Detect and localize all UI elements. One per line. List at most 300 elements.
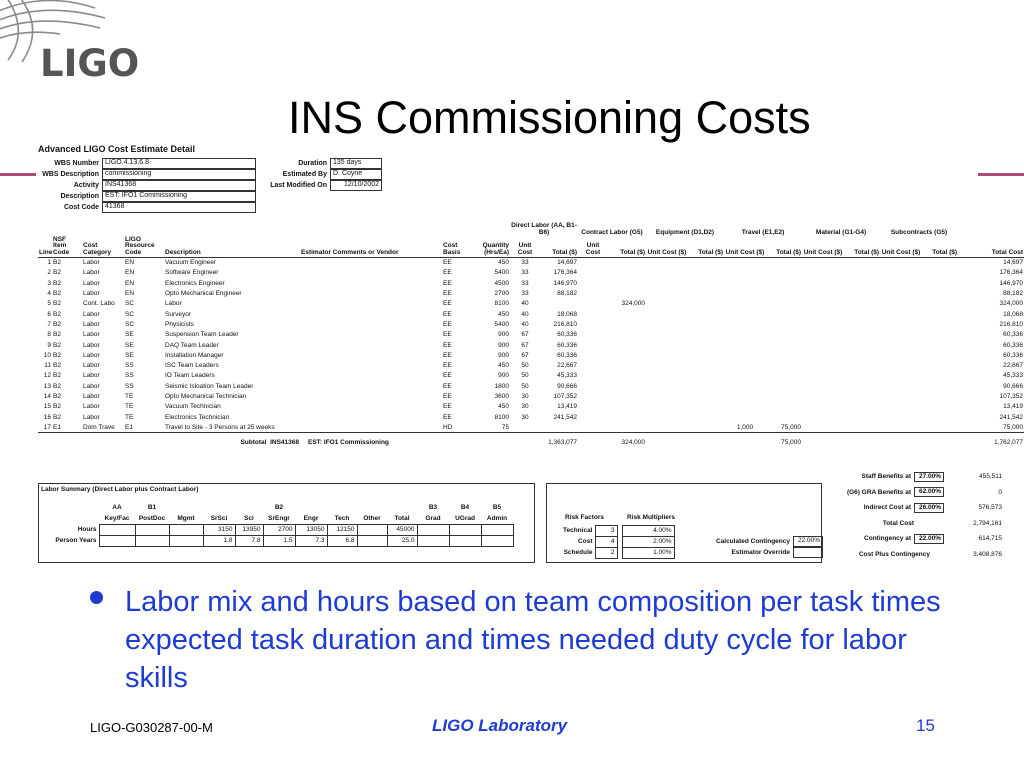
cell-empty xyxy=(688,299,724,309)
cell-empty xyxy=(880,319,922,329)
cell-desc: Seismic Isloation Team Leader xyxy=(165,382,254,390)
cell-desc: Travel to Site - 3 Persons at 25 weeks xyxy=(165,423,275,431)
cell-total: 241,542 xyxy=(999,413,1024,421)
cell-res: TE xyxy=(125,393,134,400)
ls-cell: 2700 xyxy=(263,524,295,535)
ls-cell xyxy=(417,535,449,546)
cell-total: 107,352 xyxy=(999,393,1024,400)
col-nsf: NSF Item Code xyxy=(52,237,82,258)
cell-tr-total xyxy=(766,361,802,371)
cell-empty xyxy=(844,350,880,360)
cell-desc: ISC Team Leaders xyxy=(165,362,219,370)
cell-basis: EE xyxy=(443,300,452,308)
ls-cell xyxy=(135,535,169,546)
group-b3: B3 xyxy=(428,503,438,511)
cell-empty xyxy=(646,299,688,309)
cell-empty xyxy=(300,330,442,340)
cell-tr-total xyxy=(766,268,802,278)
ls-cell: 12150 xyxy=(327,524,357,535)
cell-dl-unit: 40 xyxy=(521,320,529,328)
cell-dl-unit: 33 xyxy=(521,269,529,277)
sheet-title: Advanced LIGO Cost Estimate Detail xyxy=(38,144,196,154)
ls-col: Total xyxy=(394,514,410,522)
cell-empty xyxy=(922,330,958,340)
cs-value: 0 xyxy=(998,488,1002,496)
cell-line: 10 xyxy=(43,351,51,359)
cell-cl-total xyxy=(608,391,646,401)
cell-desc: Electronics Engineer xyxy=(165,279,225,287)
cell-dl-total: 216,810 xyxy=(553,320,577,328)
calc-contingency-label: Calculated Contingency xyxy=(715,537,790,545)
cell-cat: Labor xyxy=(83,320,100,328)
risk-factor: 3 xyxy=(595,526,617,537)
risk-mult: 2.00% xyxy=(622,537,674,548)
cell-empty xyxy=(880,278,922,288)
table-row xyxy=(38,391,1024,401)
ls-cell: 3150 xyxy=(203,524,235,535)
cell-line: 5 xyxy=(47,300,51,308)
cell-line: 16 xyxy=(43,413,51,421)
cell-res: SE xyxy=(125,341,134,349)
cell-empty xyxy=(802,330,844,340)
cell-desc: Electronics Technician xyxy=(165,413,230,421)
cell-nsf: B2 xyxy=(53,279,61,287)
cell-total: 13,419 xyxy=(1003,403,1024,411)
cell-cat: Labor xyxy=(83,372,100,380)
cell-tr-unit xyxy=(724,402,766,412)
cell-total: 176,364 xyxy=(999,269,1024,277)
cell-tr-total xyxy=(766,309,802,319)
cell-empty xyxy=(880,402,922,412)
cell-dl-unit: 40 xyxy=(521,300,529,308)
cell-empty xyxy=(578,278,608,288)
cell-empty xyxy=(880,371,922,381)
cell-empty xyxy=(880,330,922,340)
cell-line: 2 xyxy=(47,269,51,277)
cell-empty xyxy=(688,330,724,340)
cs-pct: 22.00% xyxy=(914,534,944,544)
cell-res: EN xyxy=(125,259,135,267)
cell-empty xyxy=(802,288,844,298)
ls-cell xyxy=(135,524,169,535)
cost-estimate-sheet xyxy=(38,143,1024,565)
cell-empty xyxy=(578,258,608,268)
cell-desc: Software Engineer xyxy=(165,269,219,277)
ls-cell xyxy=(449,524,481,535)
cell-empty xyxy=(578,391,608,401)
cell-empty xyxy=(802,412,844,422)
ls-cell: 13050 xyxy=(295,524,327,535)
cell-empty xyxy=(688,268,724,278)
cell-tr-unit xyxy=(724,258,766,268)
cell-empty xyxy=(922,278,958,288)
cell-empty xyxy=(844,381,880,391)
table-row xyxy=(38,402,1024,412)
ls-cell: 7.3 xyxy=(295,535,327,546)
duration-label: Last Modified On xyxy=(270,181,327,189)
risk-row xyxy=(551,548,674,559)
cost-rows xyxy=(38,258,1024,433)
table-row xyxy=(38,381,1024,391)
cell-desc: DAQ Team Leader xyxy=(165,341,219,349)
subtotal-tr: 75,000 xyxy=(766,433,802,453)
cell-nsf: B2 xyxy=(53,372,61,380)
cell-empty xyxy=(880,299,922,309)
cell-basis: EE xyxy=(443,372,452,380)
cell-empty xyxy=(300,361,442,371)
cell-dl-total: 13,419 xyxy=(557,403,577,411)
cell-tr-unit xyxy=(724,268,766,278)
cell-desc: IO Team Leaders xyxy=(165,372,215,380)
wbs-info xyxy=(38,158,256,214)
cell-dl-unit: 30 xyxy=(521,403,529,411)
ls-col: SrSci xyxy=(210,514,228,522)
ls-cell xyxy=(99,535,135,546)
cell-dl-unit: 50 xyxy=(521,372,529,380)
cell-cl-total xyxy=(608,309,646,319)
cell-empty xyxy=(844,340,880,350)
cell-line: 6 xyxy=(47,310,51,318)
equipment-header: Equipment (D1,D2) xyxy=(655,228,715,236)
cell-dl-total: 88,182 xyxy=(557,290,577,298)
col-tr-total: Total ($) xyxy=(766,237,802,258)
cell-basis: EE xyxy=(443,351,452,359)
risk-factors-label: Risk Factors xyxy=(565,514,605,521)
cell-tr-unit: 1,000 xyxy=(736,423,754,431)
cell-dl-total: 60,336 xyxy=(557,351,577,359)
risk-label: Schedule xyxy=(563,549,593,557)
cell-empty xyxy=(844,319,880,329)
col-cl-total: Total ($) xyxy=(608,237,646,258)
cell-res: SS xyxy=(125,372,134,380)
col-quantity: Quantity (Hrs/Ea) xyxy=(470,237,510,258)
cell-desc: Opto Mechanical Technician xyxy=(165,393,247,400)
cell-dl-unit: 33 xyxy=(521,279,529,287)
cell-cl-total xyxy=(608,350,646,360)
risk-table xyxy=(551,525,675,559)
cell-desc: Opto Mechanical Engineer xyxy=(165,290,242,298)
cell-tr-unit xyxy=(724,319,766,329)
cell-empty xyxy=(802,340,844,350)
cell-empty xyxy=(578,309,608,319)
cell-dl-total: 176,364 xyxy=(553,269,577,277)
labor-summary-title: Labor Summary (Direct Labor plus Contract Labor) xyxy=(41,486,199,493)
cell-tr-unit xyxy=(724,288,766,298)
cell-empty xyxy=(688,309,724,319)
cell-line: 17 xyxy=(43,423,51,431)
cell-empty xyxy=(844,391,880,401)
cell-basis: EE xyxy=(443,341,452,349)
cell-empty xyxy=(646,391,688,401)
group-b5: B5 xyxy=(492,503,502,511)
cell-desc: Labor xyxy=(165,300,182,308)
cell-cl-total xyxy=(608,278,646,288)
ls-col: Tech xyxy=(334,514,350,522)
cell-empty xyxy=(646,258,688,268)
wbs-label: Description xyxy=(60,192,99,200)
years-label: Person Years xyxy=(55,536,97,544)
cell-dl-unit: 67 xyxy=(521,341,529,349)
cell-cl-total xyxy=(608,258,646,268)
cell-qty: 3600 xyxy=(494,393,509,400)
cell-empty xyxy=(844,288,880,298)
cell-tr-total xyxy=(766,288,802,298)
cell-empty xyxy=(802,278,844,288)
risk-multipliers-label: Risk Multipliers xyxy=(627,514,676,521)
cell-dl-total xyxy=(540,299,578,309)
ligo-logo xyxy=(0,0,170,90)
ls-cell xyxy=(417,524,449,535)
cell-dl-unit: 30 xyxy=(521,413,529,421)
ls-cell: 45000 xyxy=(387,524,417,535)
footer-doc-id: LIGO-G030287-00-M xyxy=(90,720,213,735)
cell-cl-total xyxy=(608,361,646,371)
cell-tr-total xyxy=(766,350,802,360)
duration-label: Duration xyxy=(298,159,327,167)
cell-tr-total xyxy=(766,258,802,268)
cell-empty xyxy=(646,350,688,360)
cell-dl-total: 22,667 xyxy=(557,362,577,370)
cell-basis: EE xyxy=(443,259,452,267)
cell-empty xyxy=(646,361,688,371)
cell-empty xyxy=(844,402,880,412)
table-row xyxy=(38,278,1024,288)
cell-empty xyxy=(300,319,442,329)
cell-empty xyxy=(688,319,724,329)
cell-tr-unit xyxy=(724,330,766,340)
table-row xyxy=(38,340,1024,350)
cell-empty xyxy=(646,340,688,350)
cell-tr-unit xyxy=(724,371,766,381)
cell-empty xyxy=(922,391,958,401)
ls-cell: 6.8 xyxy=(327,535,357,546)
cell-empty xyxy=(802,402,844,412)
direct-labor-header: Direct Labor (AA, B1-B6) xyxy=(511,222,577,236)
cell-empty xyxy=(922,412,958,422)
cell-empty xyxy=(300,258,442,268)
col-sub-total: Total ($) xyxy=(922,237,958,258)
ls-col: Engr xyxy=(303,514,319,522)
table-row xyxy=(38,371,1024,381)
col-mat-total: Total ($) xyxy=(844,237,880,258)
cell-nsf: B2 xyxy=(53,382,61,390)
cell-dl-total: 45,333 xyxy=(557,372,577,380)
cell-empty xyxy=(578,268,608,278)
subtotal-cl: 324,000 xyxy=(608,433,646,453)
cell-empty xyxy=(880,350,922,360)
col-eq-total: Total ($) xyxy=(688,237,724,258)
duration-value: 135 days xyxy=(330,158,382,169)
cell-empty xyxy=(578,288,608,298)
cell-basis: HD xyxy=(443,423,453,431)
duration-value: 12/10/2002 xyxy=(330,180,382,191)
cell-cl-total xyxy=(608,422,646,432)
table-row xyxy=(38,309,1024,319)
cell-empty xyxy=(844,258,880,268)
cell-empty xyxy=(922,319,958,329)
cs-pct: 27.00% xyxy=(914,472,944,482)
cell-empty xyxy=(646,381,688,391)
cell-empty xyxy=(922,268,958,278)
cell-nsf: B2 xyxy=(53,331,61,339)
cs-label: Contingency at xyxy=(864,535,911,543)
cell-empty xyxy=(578,422,608,432)
cell-total: 60,336 xyxy=(1003,341,1024,349)
col-comments: Estimator Comments or Vendor xyxy=(300,237,442,258)
ls-cell xyxy=(357,524,387,535)
table-row xyxy=(38,268,1024,278)
slide-title: INS Commissioning Costs xyxy=(288,92,811,143)
cell-empty xyxy=(646,402,688,412)
cell-cl-total xyxy=(608,402,646,412)
cell-total: 22,667 xyxy=(1003,362,1024,370)
cell-empty xyxy=(300,381,442,391)
cs-value: 614,715 xyxy=(978,535,1002,543)
cell-dl-total: 14,697 xyxy=(557,259,577,267)
group-b4: B4 xyxy=(460,503,470,511)
cell-res: SS xyxy=(125,362,134,370)
cell-tr-total xyxy=(766,381,802,391)
cell-tr-total xyxy=(766,278,802,288)
cell-dl-unit: 50 xyxy=(521,362,529,370)
cell-tr-total xyxy=(766,299,802,309)
cell-empty xyxy=(880,340,922,350)
cell-nsf: B2 xyxy=(53,403,61,411)
cell-line: 11 xyxy=(44,362,51,370)
cell-tr-total xyxy=(766,391,802,401)
cell-qty: 2700 xyxy=(494,290,509,298)
labor-hours-row xyxy=(41,524,513,535)
cell-basis: EE xyxy=(443,290,452,298)
ls-cell xyxy=(449,535,481,546)
duration-row xyxy=(270,169,382,180)
cell-empty xyxy=(688,402,724,412)
risk-factor: 4 xyxy=(595,537,617,548)
cell-qty: 5400 xyxy=(494,320,509,328)
cell-total: 14,697 xyxy=(1003,259,1024,267)
cell-empty xyxy=(688,278,724,288)
cell-empty xyxy=(688,371,724,381)
cell-qty: 5400 xyxy=(494,269,509,277)
wbs-label: WBS Number xyxy=(54,159,99,167)
wbs-value: EST: IFO1 Commissioning xyxy=(102,191,256,202)
cell-dl-unit xyxy=(510,422,540,432)
cell-empty xyxy=(844,299,880,309)
subtotal-row xyxy=(38,433,1024,453)
calc-contingency-value: 22.00% xyxy=(793,536,823,547)
cell-empty xyxy=(646,268,688,278)
cell-res: E1 xyxy=(125,423,133,431)
cell-empty xyxy=(922,371,958,381)
duration-value: D. Coyne xyxy=(330,169,382,180)
cell-empty xyxy=(688,412,724,422)
cell-empty xyxy=(578,371,608,381)
cell-empty xyxy=(578,319,608,329)
cell-empty xyxy=(922,402,958,412)
wbs-row xyxy=(38,169,256,180)
cell-res: TE xyxy=(125,413,134,421)
wbs-row xyxy=(38,191,256,202)
cell-empty xyxy=(578,340,608,350)
wbs-label: Activity xyxy=(73,181,99,189)
col-line: Line xyxy=(38,237,52,258)
cell-total: 88,182 xyxy=(1003,290,1024,298)
contract-labor-header: Contract Labor (G5) xyxy=(581,228,643,236)
duration-row xyxy=(270,158,382,169)
col-ligo-resource: LIGO Resource Code xyxy=(124,237,164,258)
cell-empty xyxy=(688,288,724,298)
cell-dl-total: 90,666 xyxy=(557,382,577,390)
cs-value: 2,794,161 xyxy=(973,519,1002,527)
subtotal-activity: INS41368 xyxy=(270,439,299,447)
cell-empty xyxy=(646,288,688,298)
group-b1: B1 xyxy=(147,503,157,511)
cell-dl-total: 60,336 xyxy=(557,341,577,349)
cell-line: 13 xyxy=(43,382,51,390)
cell-dl-unit: 40 xyxy=(521,310,529,318)
calculated-contingency xyxy=(697,536,823,547)
cell-tr-unit xyxy=(724,381,766,391)
cell-line: 12 xyxy=(43,372,51,380)
cell-empty xyxy=(578,412,608,422)
cell-qty: 450 xyxy=(498,362,509,370)
cell-dl-total: 60,336 xyxy=(557,331,577,339)
cell-empty xyxy=(578,402,608,412)
cell-empty xyxy=(922,361,958,371)
cell-empty xyxy=(922,340,958,350)
cell-nsf: E1 xyxy=(53,423,61,431)
cell-cat: Labor xyxy=(83,341,100,349)
group-header-row xyxy=(38,223,1024,237)
cell-basis: EE xyxy=(443,403,452,411)
cell-empty xyxy=(880,361,922,371)
cell-dl-total: 107,352 xyxy=(553,393,577,400)
cell-basis: EE xyxy=(443,331,452,339)
cell-empty xyxy=(578,330,608,340)
cell-dl-unit: 67 xyxy=(521,331,529,339)
travel-header: Travel (E1,E2) xyxy=(741,228,785,236)
cell-empty xyxy=(844,330,880,340)
cell-qty: 8100 xyxy=(494,413,509,421)
cell-tr-total xyxy=(766,319,802,329)
cs-pct: 62.00% xyxy=(914,487,944,497)
cell-line: 4 xyxy=(47,290,51,298)
cell-basis: EE xyxy=(443,310,452,318)
footer-page-number: 15 xyxy=(916,716,935,735)
cell-empty xyxy=(880,381,922,391)
cell-empty xyxy=(802,319,844,329)
cell-cat: Labor xyxy=(83,403,100,411)
cell-dl-total: 146,970 xyxy=(553,279,577,287)
cell-empty xyxy=(922,258,958,268)
cell-empty xyxy=(922,422,958,432)
ls-cell xyxy=(169,535,203,546)
cell-cat: Dom Trave xyxy=(83,423,115,431)
cell-qty: 1800 xyxy=(494,382,509,390)
cell-nsf: B2 xyxy=(53,300,61,308)
cell-cat: Labor xyxy=(83,310,100,318)
cell-tr-total xyxy=(766,412,802,422)
ls-cell xyxy=(481,524,513,535)
cell-empty xyxy=(880,288,922,298)
ls-col: Other xyxy=(363,514,381,522)
subcontracts-header: Subcontracts (G5) xyxy=(890,228,948,236)
labor-header-row xyxy=(41,513,513,524)
ls-cell: 25.0 xyxy=(387,535,417,546)
cell-res: SS xyxy=(125,382,134,390)
hours-label: Hours xyxy=(77,525,97,533)
cell-empty xyxy=(880,258,922,268)
